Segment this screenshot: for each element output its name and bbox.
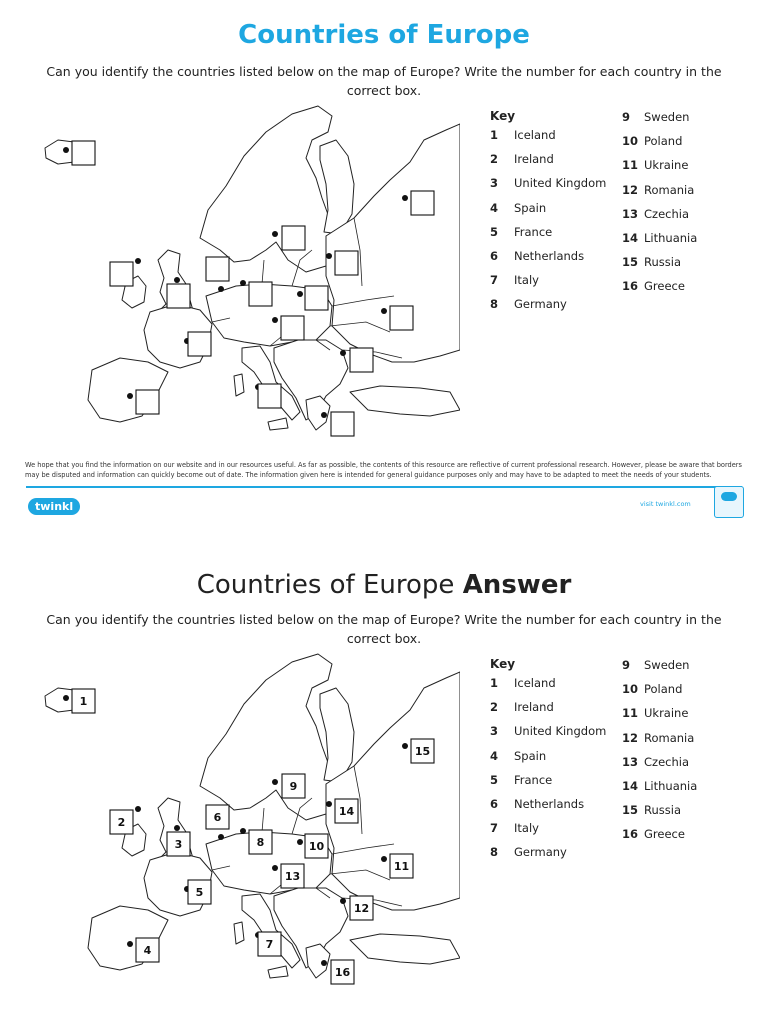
- key-number: 10: [622, 682, 639, 697]
- answer-key-item: [490, 797, 584, 811]
- location-dot: [326, 253, 332, 259]
- worksheet-key-item: [490, 225, 552, 239]
- answer-number: 7: [265, 938, 274, 951]
- answer-title: [0, 570, 768, 600]
- key-number: 14: [622, 231, 639, 245]
- location-dot: [297, 839, 303, 845]
- key-country-name: Russia: [644, 255, 681, 270]
- answer-key-item: [490, 773, 552, 787]
- answer-input-box[interactable]: [110, 262, 133, 286]
- answer-input-box[interactable]: [350, 348, 373, 372]
- key-number: 2: [490, 152, 499, 167]
- key-number: 12: [622, 182, 639, 197]
- key-country-name: Poland: [644, 134, 683, 149]
- key-country-name: Iceland: [514, 676, 556, 690]
- key-title: Key: [490, 109, 516, 123]
- key-country-name: Lithuania: [644, 231, 698, 245]
- key-country-name: Italy: [514, 273, 539, 288]
- answer-input-box[interactable]: [282, 226, 305, 250]
- key-number: 16: [622, 279, 639, 294]
- location-dot: [340, 350, 346, 356]
- answer-input-box[interactable]: [258, 384, 281, 408]
- answer-input-box[interactable]: [72, 141, 95, 165]
- location-dot: [63, 695, 69, 701]
- location-dot: [402, 743, 408, 749]
- answer-key-item: [490, 749, 546, 763]
- country-outline: [200, 654, 334, 820]
- page-title: Countries of Europe: [238, 20, 530, 50]
- key-country-name: Sweden: [644, 110, 690, 124]
- answer-key-item: [490, 821, 539, 835]
- key-number: 11: [622, 158, 639, 173]
- worksheet-key-item: [490, 249, 584, 263]
- key-number: 16: [622, 827, 639, 842]
- key-country-name: Romania: [644, 730, 695, 745]
- key-country-name: Iceland: [514, 128, 556, 142]
- location-dot: [321, 412, 327, 418]
- answer-number: 11: [393, 860, 410, 873]
- location-dot: [381, 856, 387, 862]
- key-number: 6: [490, 797, 499, 811]
- worksheet-key-item: [490, 273, 539, 287]
- key-number: 4: [490, 200, 499, 215]
- border-line: [262, 260, 264, 284]
- country-outline: [234, 374, 244, 396]
- location-dot: [381, 308, 387, 314]
- key-number: 7: [490, 273, 499, 288]
- answer-key-item: [490, 845, 567, 859]
- answer-key-item: [622, 658, 689, 672]
- worksheet-key-item: [490, 297, 567, 311]
- answer-number: 15: [414, 745, 431, 758]
- worksheet-key-item: [490, 176, 606, 190]
- disclaimer: We hope that you find the information on our website and in our resources useful. As far as possible, the contents of this resource are reflective of current professional research. However, please be aware that borders may be disputed and information can quickly become out of date. The information given here is intended for general guidance purposes only and may have to be adapted to meet the needs of your students.: [25, 461, 742, 479]
- answer-key-item: [490, 676, 556, 690]
- answer-input-box[interactable]: [188, 332, 211, 356]
- key-country-name: Germany: [514, 845, 567, 860]
- map-svg: [30, 100, 460, 460]
- key-number: 11: [622, 706, 639, 721]
- key-number: 2: [490, 700, 499, 715]
- answer-number: 10: [308, 840, 325, 853]
- location-dot: [272, 779, 278, 785]
- country-outline: [268, 966, 288, 978]
- europe-map-answers: [30, 648, 460, 1008]
- answer-number: 16: [334, 966, 351, 979]
- key-country-name: Sweden: [644, 658, 690, 672]
- location-dot: [272, 865, 278, 871]
- key-number: 4: [490, 748, 499, 763]
- answer-number: 6: [213, 811, 222, 824]
- key-country-name: Italy: [514, 821, 539, 836]
- answer-input-box[interactable]: [167, 284, 190, 308]
- answer-input-box[interactable]: [331, 412, 354, 436]
- answer-number: 3: [174, 838, 183, 851]
- location-dot: [321, 960, 327, 966]
- key-country-name: France: [514, 224, 553, 239]
- answer-number: 8: [256, 836, 265, 849]
- answer-number: 13: [284, 870, 301, 883]
- key-number: 12: [622, 730, 639, 745]
- answer-number: 12: [353, 902, 370, 915]
- answer-number: 4: [143, 944, 152, 957]
- location-dot: [297, 291, 303, 297]
- answer-key-item: [622, 779, 697, 793]
- answer-key-item: [622, 755, 689, 769]
- key-country-name: Spain: [514, 200, 547, 215]
- worksheet-key-item: [490, 128, 556, 142]
- instructions: Can you identify the countries listed below on the map of Europe? Write the number for each country in the correct box.: [46, 64, 722, 98]
- worksheet-key-item: [622, 207, 689, 221]
- key-number: 9: [622, 110, 631, 124]
- answer-number: 1: [79, 695, 88, 708]
- answer-input-box[interactable]: [136, 390, 159, 414]
- key-number: 3: [490, 724, 499, 739]
- location-dot: [127, 393, 133, 399]
- location-dot: [174, 825, 180, 831]
- answer-key-item: [490, 700, 554, 714]
- answer-input-box[interactable]: [249, 282, 272, 306]
- twinkl-logo[interactable]: twinkl: [28, 498, 80, 515]
- answer-input-box[interactable]: [390, 306, 413, 330]
- worksheet-key-item: [622, 110, 689, 124]
- key-number: 6: [490, 249, 499, 263]
- visit-link[interactable]: visit twinkl.com: [640, 500, 691, 508]
- key-number: 5: [490, 772, 499, 787]
- country-outline: [306, 396, 330, 430]
- location-dot: [218, 286, 224, 292]
- answer-key-item: [490, 724, 606, 738]
- answer-instructions: Can you identify the countries listed below on the map of Europe? Write the number for each country in the correct box.: [46, 612, 722, 646]
- key-country-name: Ukraine: [644, 706, 689, 721]
- location-dot: [63, 147, 69, 153]
- key-number: 14: [622, 779, 639, 793]
- key-country-name: Netherlands: [514, 249, 585, 263]
- key-number: 13: [622, 754, 639, 769]
- key-number: 8: [490, 845, 499, 860]
- worksheet-key-item: [622, 279, 685, 293]
- answer-input-box[interactable]: [335, 251, 358, 275]
- key-country-name: United Kingdom: [514, 724, 607, 739]
- quality-badge-icon: [714, 486, 744, 518]
- answer-number: 2: [117, 816, 126, 829]
- key-country-name: Spain: [514, 748, 547, 763]
- key-country-name: Russia: [644, 803, 681, 818]
- key-country-name: Ukraine: [644, 158, 689, 173]
- location-dot: [218, 834, 224, 840]
- location-dot: [326, 801, 332, 807]
- answer-key-item: [622, 803, 681, 817]
- map-svg: [30, 648, 460, 1008]
- answer-key-item: [622, 731, 694, 745]
- key-number: 7: [490, 821, 499, 836]
- worksheet-key-item: [622, 231, 697, 245]
- key-country-name: Ireland: [514, 152, 554, 167]
- key-country-name: United Kingdom: [514, 176, 607, 191]
- key-country-name: France: [514, 772, 553, 787]
- key-country-name: Greece: [644, 827, 685, 842]
- key-country-name: Greece: [644, 279, 685, 294]
- key-number: 15: [622, 255, 639, 270]
- key-number: 15: [622, 803, 639, 818]
- answer-number: 5: [195, 886, 204, 899]
- key-country-name: Netherlands: [514, 797, 585, 811]
- answer-key-item: [622, 706, 688, 720]
- worksheet-key-item: [622, 134, 682, 148]
- answer-key-item: [622, 682, 682, 696]
- country-outline: [306, 944, 330, 978]
- location-dot: [272, 317, 278, 323]
- key-country-name: Romania: [644, 182, 695, 197]
- key-country-name: Germany: [514, 297, 567, 312]
- answer-key-item: [622, 827, 685, 841]
- answer-sheet: [0, 548, 768, 1024]
- answer-title-strong: Answer: [462, 570, 572, 600]
- key-country-name: Ireland: [514, 700, 554, 715]
- location-dot: [135, 806, 141, 812]
- worksheet-key-item: [490, 201, 546, 215]
- key-number: 9: [622, 658, 631, 672]
- location-dot: [240, 828, 246, 834]
- country-outline: [234, 922, 244, 944]
- europe-map: [30, 100, 460, 460]
- answer-input-box[interactable]: [206, 257, 229, 281]
- answer-input-box[interactable]: [411, 191, 434, 215]
- country-outline: [350, 386, 460, 416]
- location-dot: [174, 277, 180, 283]
- key-number: 1: [490, 128, 499, 142]
- location-dot: [240, 280, 246, 286]
- location-dot: [272, 231, 278, 237]
- key-number: 3: [490, 176, 499, 191]
- key-number: 8: [490, 297, 499, 312]
- country-outline: [200, 106, 334, 272]
- key-country-name: Poland: [644, 682, 683, 697]
- answer-title-prefix: Countries of Europe: [196, 570, 455, 600]
- key-number: 10: [622, 134, 639, 149]
- answer-number: 14: [338, 805, 355, 818]
- answer-input-box[interactable]: [281, 316, 304, 340]
- country-outline: [350, 934, 460, 964]
- answer-key-title: Key: [490, 657, 516, 671]
- footer-divider: [26, 486, 742, 488]
- location-dot: [127, 941, 133, 947]
- key-country-name: Lithuania: [644, 779, 698, 793]
- border-line: [262, 808, 264, 832]
- key-number: 13: [622, 206, 639, 221]
- location-dot: [340, 898, 346, 904]
- key-country-name: Czechia: [644, 754, 689, 769]
- key-country-name: Czechia: [644, 206, 689, 221]
- key-number: 1: [490, 676, 499, 690]
- location-dot: [135, 258, 141, 264]
- worksheet-key-item: [622, 158, 688, 172]
- key-number: 5: [490, 224, 499, 239]
- worksheet-key-item: [490, 152, 554, 166]
- worksheet-key-item: [622, 255, 681, 269]
- answer-number: 9: [289, 780, 298, 793]
- location-dot: [402, 195, 408, 201]
- country-outline: [268, 418, 288, 430]
- answer-input-box[interactable]: [305, 286, 328, 310]
- footer: [0, 484, 768, 520]
- worksheet-key-item: [622, 183, 694, 197]
